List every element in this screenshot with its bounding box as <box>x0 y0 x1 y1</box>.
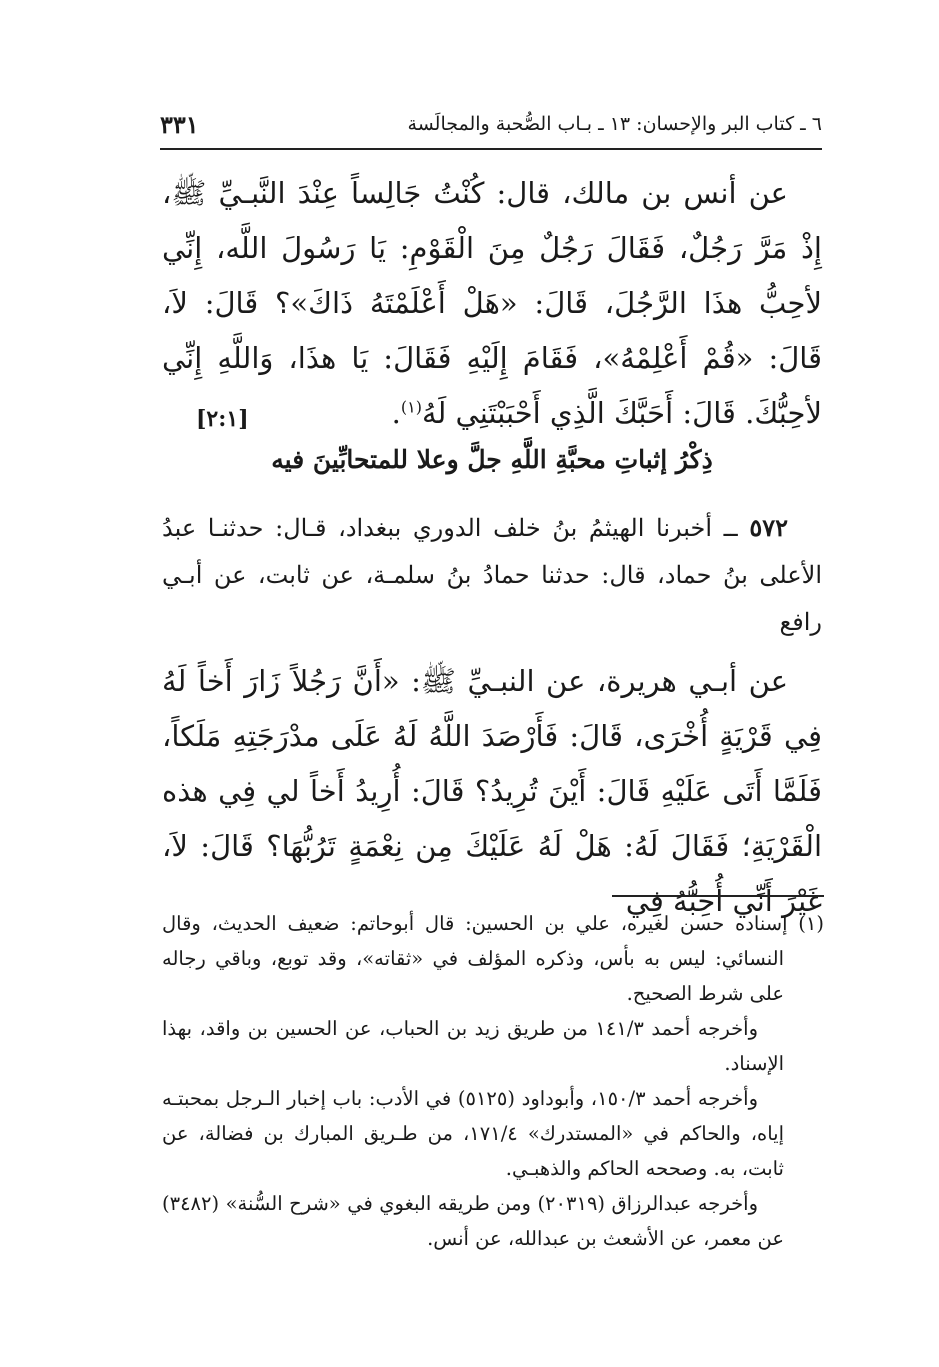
footnote-para: وأخرجه أحمد ١٥٠/٣، وأبوداود (٥١٢٥) في الأدب: باب إخبار الـرجل بمحبتـه إياه، والحاكم في «المستدرك» ١٧١/٤، من طـريق المبارك بن فضالة، عن ثابت، به. وصححه الحاكم والذهبـي. <box>162 1087 784 1180</box>
page-number: ٣٣١ <box>160 109 199 139</box>
isnad-text: ــ أخبرنا الهيثمُ بنُ خلف الدوري ببغداد، قـال: حدثنـا عبدُ الأعلى بنُ حماد، قال: حدثنا حمادُ بنُ سلمـة، عن ثابت، عن أبـي رافع <box>162 514 822 636</box>
hadith-1-end: . <box>391 396 401 430</box>
hadith-reference: [٢:١] <box>196 406 249 432</box>
running-title: ٦ ـ كتاب البر والإحسان: ١٣ ـ بـاب الصُّحبة والمجالَسة <box>407 113 822 135</box>
header-rule <box>160 148 822 150</box>
hadith-text-2 <box>162 654 822 929</box>
footnote-para: وأخرجه أحمد ١٤١/٣ من طريق زيد بن الحباب، عن الحسين بن واقد، بهذا الإسناد. <box>162 1017 784 1075</box>
footnotes <box>162 906 824 1256</box>
hadith-number: ٥٧٢ <box>749 513 788 542</box>
footnote-rule <box>612 895 824 897</box>
hadith-text-1 <box>162 166 822 447</box>
footnote-para: وأخرجه عبدالرزاق (٢٠٣١٩) ومن طريقه البغوي في «شرح السُّنة» (٣٤٨٢) عن معمر، عن الأشعث بن عبدالله، عن أنس. <box>162 1192 784 1250</box>
footnote-1: (١) إسناده حسن لغيره، علي بن الحسين: قال أبوحاتم: ضعيف الحديث، وقال النسائي: ليس به بأس، وذكره المؤلف في «ثقاته»، وقد توبع، وباقي رجاله على شرط الصحيح. <box>162 912 824 1005</box>
footnote-marker[interactable]: (١) <box>400 397 422 417</box>
chapter-title: ذِكْرُ إثباتِ محبَّةِ اللَّهِ جلَّ وعلا للمتحابِّينَ فيه <box>271 445 713 474</box>
isnad-chain <box>162 504 822 646</box>
hadith-2-body: عن أبـي هريرة، عن النبـيِّ ﷺ: «أَنَّ رَجُلاً زَارَ أَخاً لَهُ فِي قَرْيَةٍ أُخْرَى، قَالَ: فَأَرْصَدَ اللَّهُ لَهُ عَلَى مدْرَجَتِهِ مَلَكاً، فَلَمَّا أَتَى عَلَيْهِ قَالَ: أَيْنَ تُرِيدُ؟ قَالَ: أُرِيدُ أَخاً لي فِي هذه الْقَرْيَةِ؛ فَقَالَ لَهُ: هَلْ لَهُ عَلَيْكَ مِن نِعْمَةٍ تَرُبُّهَا؟ قَالَ: لاَ، غَيْرَ أَنِّي أُحِبُّهُ فِي <box>162 664 822 918</box>
page-header <box>160 104 822 144</box>
hadith-1-body: عن أنس بن مالك، قال: كُنْتُ جَالِساً عِنْدَ النَّبـيِّ ﷺ، إِذْ مَرَّ رَجُلٌ، فَقَالَ رَجُلٌ مِنَ الْقَوْمِ: يَا رَسُولَ اللَّه، إِنِّي لأحِبُّ هذَا الرَّجُلَ، قَالَ: «هَلْ أَعْلَمْتَهُ ذَاكَ»؟ قَالَ: لاَ، قَالَ: «قُمْ أَعْلِمْهُ»، فَقَامَ إِلَيْهِ فَقَالَ: يَا هذَا، وَاللَّهِ إِنِّي لأحِبُّكَ. قَالَ: أَحَبَّكَ الَّذِي أَحْبَبْتَنِي لَهُ <box>162 176 822 430</box>
